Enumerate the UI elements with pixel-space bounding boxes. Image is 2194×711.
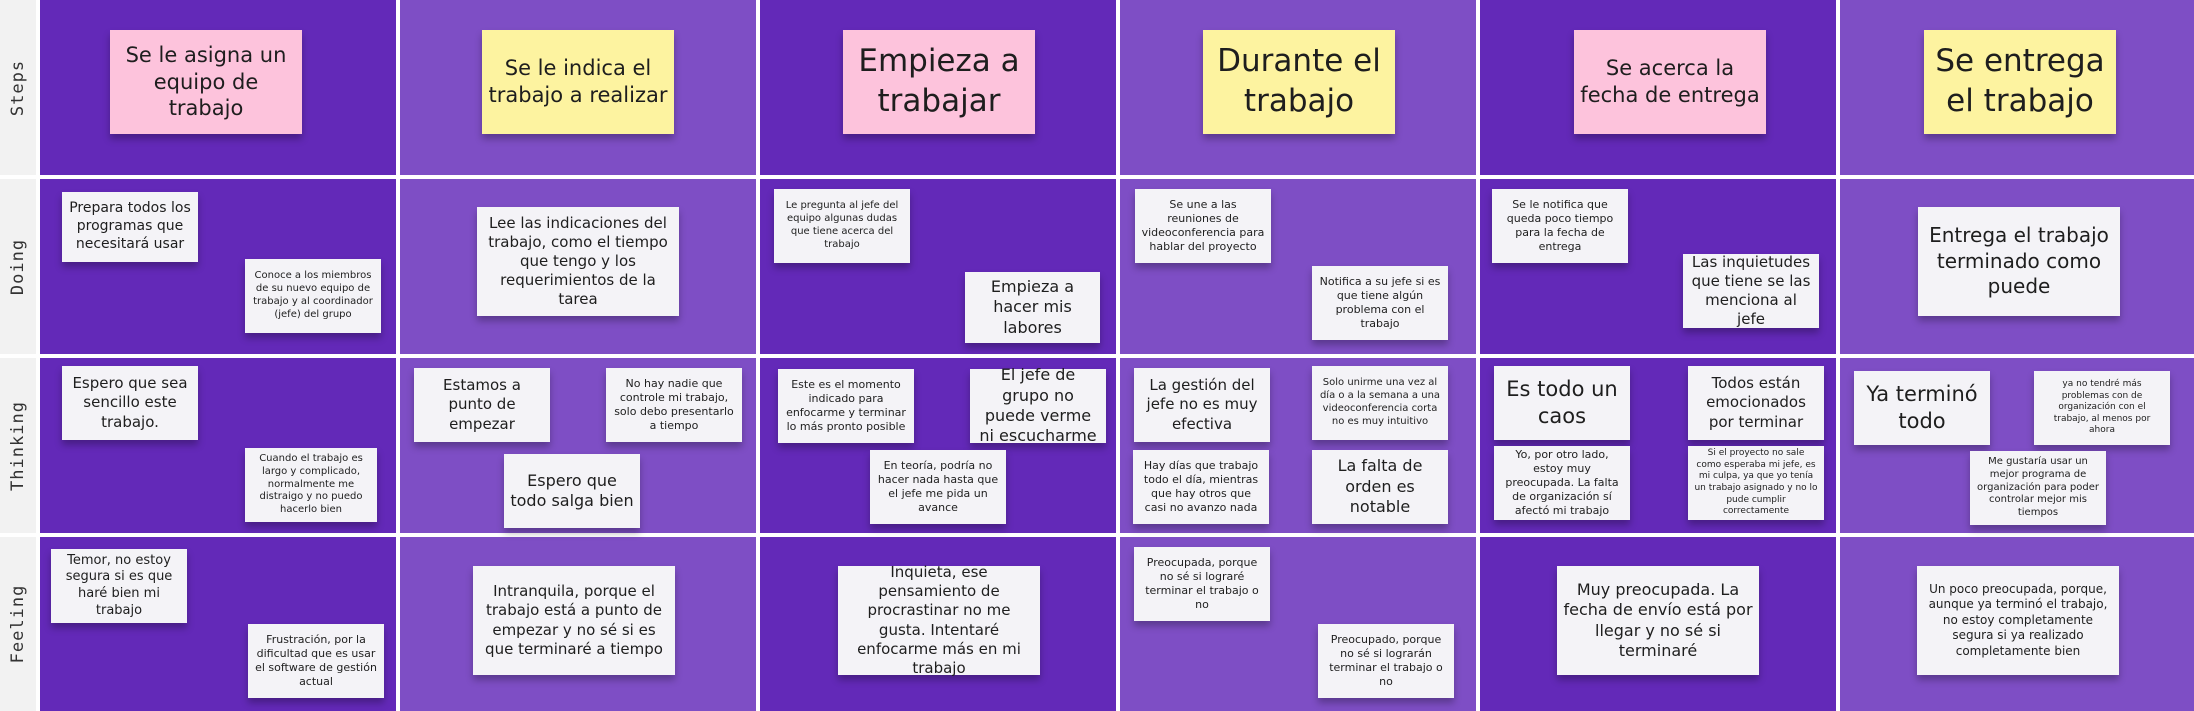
sticky-note[interactable]: Hay días que trabajo todo el día, mientras que hay otros que casi no avanzo nada <box>1133 450 1269 524</box>
sticky-note[interactable]: Intranquila, porque el trabajo está a punto de empezar y no sé si es que terminaré a tiempo <box>473 566 675 675</box>
sticky-note[interactable]: Se acerca la fecha de entrega <box>1574 30 1766 134</box>
sticky-note[interactable]: Espero que todo salga bien <box>504 454 640 528</box>
sticky-note[interactable]: El jefe de grupo no puede verme ni escucharme <box>970 369 1106 443</box>
sticky-note[interactable]: Un poco preocupada, porque, aunque ya terminó el trabajo, no estoy completamente segura si ya realizado completamente bien <box>1917 566 2119 675</box>
row-label-feeling: Feeling <box>0 537 36 711</box>
sticky-note[interactable]: Le pregunta al jefe del equipo algunas dudas que tiene acerca del trabajo <box>774 189 910 263</box>
sticky-note[interactable]: Frustración, por la dificultad que es usar el software de gestión actual <box>248 624 384 698</box>
sticky-note[interactable]: Me gustaría usar un mejor programa de organización para poder controlar mejor mis tiempos <box>1970 451 2106 525</box>
sticky-note[interactable]: Cuando el trabajo es largo y complicado, normalmente me distraigo y no puedo hacerlo bien <box>245 448 377 522</box>
sticky-note[interactable]: Se le notifica que queda poco tiempo para la fecha de entrega <box>1492 189 1628 263</box>
sticky-note[interactable]: Estamos a punto de empezar <box>414 368 550 442</box>
sticky-note[interactable]: La falta de orden es notable <box>1312 450 1448 524</box>
sticky-note[interactable]: Solo unirme una vez al día o a la semana a una videoconferencia corta no es muy intuitivo <box>1312 366 1448 440</box>
sticky-note[interactable]: Es todo un caos <box>1494 366 1630 440</box>
sticky-note[interactable]: Ya terminó todo <box>1854 371 1990 445</box>
sticky-note[interactable]: ya no tendré más problemas con de organización con el trabajo, al menos por ahora <box>2034 371 2170 445</box>
sticky-note[interactable]: Empieza a hacer mis labores <box>965 272 1100 343</box>
row-label-doing: Doing <box>0 179 36 354</box>
sticky-note[interactable]: En teoría, podría no hacer nada hasta que el jefe me pida un avance <box>870 450 1006 524</box>
sticky-note[interactable]: Se une a las reuniones de videoconferencia para hablar del proyecto <box>1135 189 1271 263</box>
sticky-note[interactable]: Temor, no estoy segura si es que haré bien mi trabajo <box>51 549 187 623</box>
sticky-note[interactable]: Este es el momento indicado para enfocarme y terminar lo más pronto posible <box>778 369 914 443</box>
sticky-note[interactable]: Lee las indicaciones del trabajo, como el tiempo que tengo y los requerimientos de la tarea <box>477 207 679 316</box>
sticky-note[interactable]: Preocupado, porque no sé si lograrán terminar el trabajo o no <box>1318 624 1454 698</box>
sticky-note[interactable]: Notifica a su jefe si es que tiene algún problema con el trabajo <box>1312 266 1448 340</box>
sticky-note[interactable]: Se le indica el trabajo a realizar <box>482 30 674 134</box>
sticky-note[interactable]: Prepara todos los programas que necesitará usar <box>62 192 198 262</box>
row-label-steps: Steps <box>0 0 36 175</box>
sticky-note[interactable]: Entrega el trabajo terminado como puede <box>1918 207 2120 316</box>
sticky-note[interactable]: Inquieta, ese pensamiento de procrastinar no me gusta. Intentaré enfocarme más en mi trabajo <box>838 566 1040 675</box>
sticky-note[interactable]: Preocupada, porque no sé si lograré terminar el trabajo o no <box>1134 547 1270 621</box>
sticky-note[interactable]: Conoce a los miembros de su nuevo equipo de trabajo y al coordinador (jefe) del grupo <box>245 259 381 333</box>
sticky-note[interactable]: Muy preocupada. La fecha de envío está por llegar y no sé si terminaré <box>1557 566 1759 675</box>
sticky-note[interactable]: Las inquietudes que tiene se las menciona al jefe <box>1683 254 1819 328</box>
sticky-note[interactable]: La gestión del jefe no es muy efectiva <box>1134 368 1270 442</box>
sticky-note[interactable]: Si el proyecto no sale como esperaba mi jefe, es mi culpa, ya que yo tenía un trabajo asignado y no lo pude cumplir correctamente <box>1688 446 1824 520</box>
sticky-note[interactable]: Yo, por otro lado, estoy muy preocupada. La falta de organización sí afectó mi trabajo <box>1494 446 1630 520</box>
sticky-note[interactable]: Empieza a trabajar <box>843 30 1035 134</box>
sticky-note[interactable]: Se entrega el trabajo <box>1924 30 2116 134</box>
sticky-note[interactable]: Se le asigna un equipo de trabajo <box>110 30 302 134</box>
sticky-note[interactable]: Espero que sea sencillo este trabajo. <box>62 366 198 440</box>
sticky-note[interactable]: Todos están emocionados por terminar <box>1688 366 1824 440</box>
sticky-note[interactable]: Durante el trabajo <box>1203 30 1395 134</box>
row-label-thinking: Thinking <box>0 358 36 533</box>
sticky-note[interactable]: No hay nadie que controle mi trabajo, solo debo presentarlo a tiempo <box>606 368 742 442</box>
